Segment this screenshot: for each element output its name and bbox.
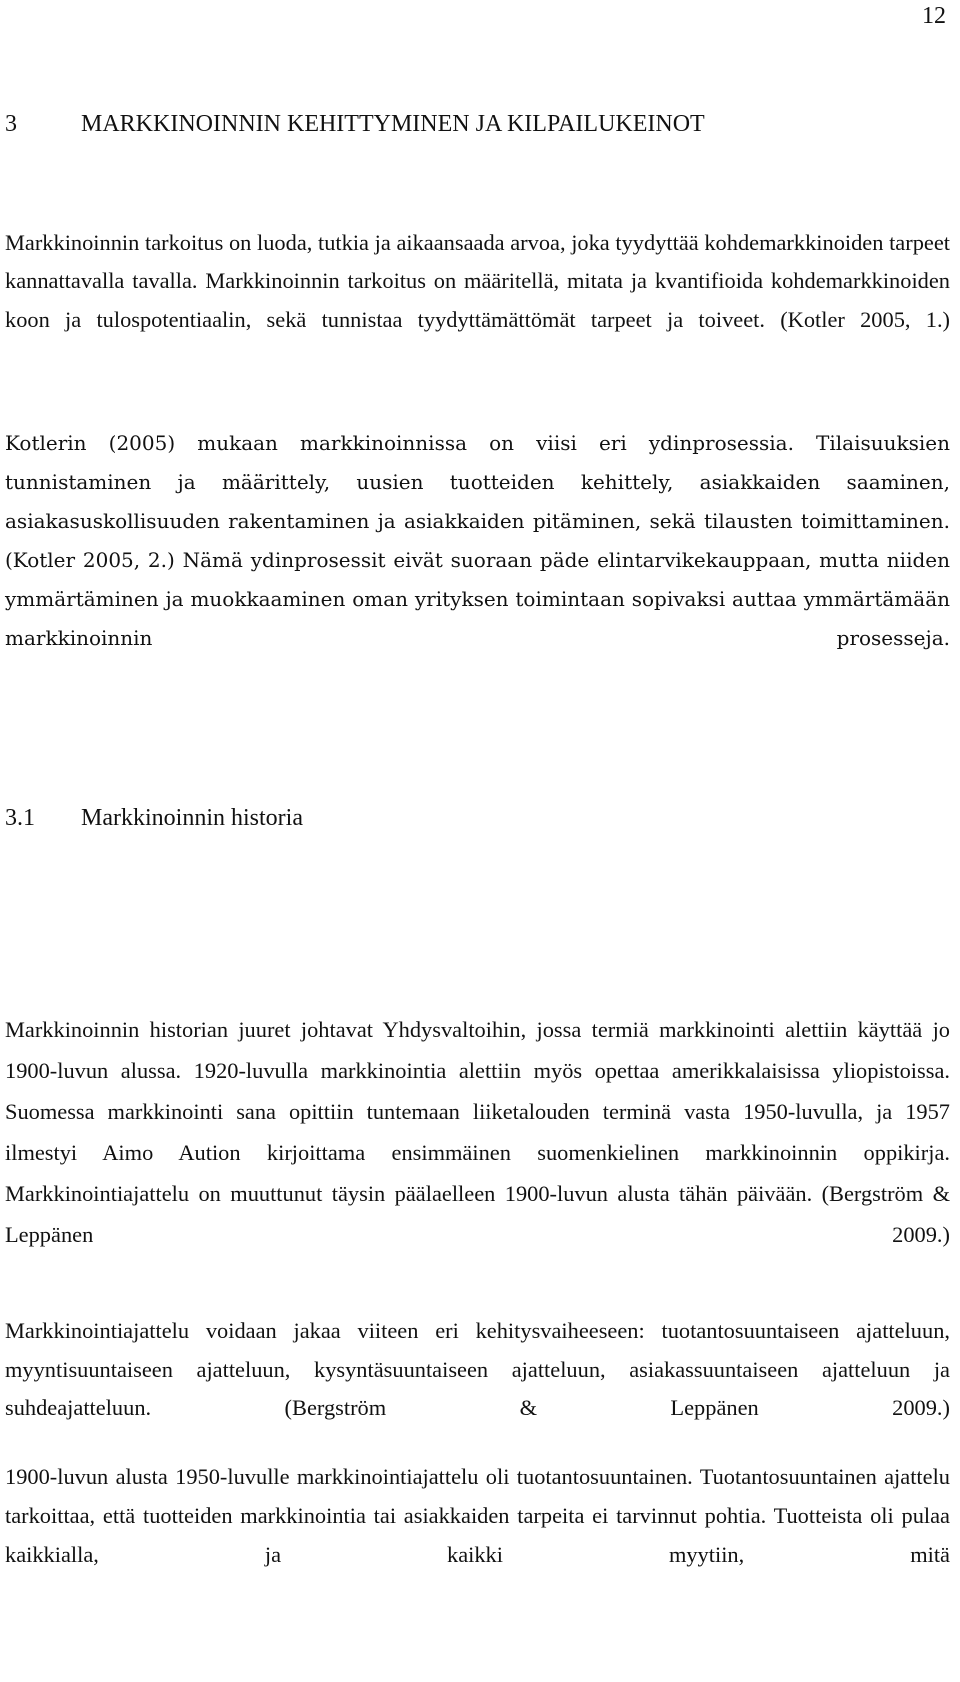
paragraph-production-oriented: [5, 1457, 950, 1574]
paragraph-text: Markkinoinnin tarkoitus on luoda, tutkia ja aikaansaada arvoa, joka tyydyttää kohdemarkkinoiden tarpeet kannattavalla tavalla. Markkinoinnin tarkoitus on määritellä, mitata ja kvantifioida kohdemarkkinoiden koon ja tulospotentiaalin, sekä tunnistaa tyydyttämättömät tarpeet ja toiveet. (Kotler 2005, 1.): [5, 230, 950, 332]
subsection-heading: [5, 802, 950, 834]
page-number: 12: [922, 3, 946, 29]
subsection-title: Markkinoinnin historia: [81, 805, 303, 831]
paragraph-intro: [5, 224, 950, 339]
paragraph-core-processes: [5, 424, 950, 658]
paragraph-history: [5, 1009, 950, 1255]
section-number: 3: [5, 111, 17, 137]
paragraph-text: Markkinoinnin historian juuret johtavat Yhdysvaltoihin, jossa termiä markkinointi alettiin käyttää jo 1900-luvun alussa. 1920-luvulla markkinointia alettiin myös opettaa amerikkalaisissa yliopistoissa. Suomessa markkinointi sana opittiin tuntemaan liiketalouden terminä vasta 1950-luvulla, ja 1957 ilmestyi Aimo Aution kirjoittama ensimmäinen suomenkielinen markkinoinnin oppikirja. Markkinointiajattelu on muuttunut täysin päälaelleen 1900-luvun alusta tähän päivään. (Bergström & Leppänen 2009.): [5, 1017, 950, 1247]
subsection-number: 3.1: [5, 805, 35, 831]
paragraph-text: Markkinointiajattelu voidaan jakaa viiteen eri kehitysvaiheeseen: tuotantosuuntaiseen ajatteluun, myyntisuuntaiseen ajatteluun, kysyntäsuuntaiseen ajatteluun, asiakassuuntaiseen ajatteluun ja suhdeajatteluun. (Bergström & Leppänen 2009.): [5, 1318, 950, 1420]
section-heading: [5, 108, 950, 140]
paragraph-text: 1900-luvun alusta 1950-luvulle markkinointiajattelu oli tuotantosuuntainen. Tuotantosuuntainen ajattelu tarkoittaa, että tuotteiden markkinointia tai asiakkaiden tarpeita ei tarvinnut pohtia. Tuotteista oli pulaa kaikkialla, ja kaikki myytiin, mitä: [5, 1464, 950, 1567]
section-title: MARKKINOINNIN KEHITTYMINEN JA KILPAILUKEINOT: [81, 111, 705, 137]
paragraph-phases: [5, 1312, 950, 1428]
paragraph-text: Kotlerin (2005) mukaan markkinoinnissa on viisi eri ydinprosessia. Tilaisuuksien tunnistaminen ja määrittely, uusien tuotteiden kehittely, asiakkaiden saaminen, asiakasuskollisuuden rakentaminen ja asiakkaiden pitäminen, sekä tilausten toimittaminen. (Kotler 2005, 2.) Nämä ydinprosessit eivät suoraan päde elintarvikekauppaan, mutta niiden ymmärtäminen ja muokkaaminen oman yrityksen toimintaan sopivaksi auttaa ymmärtämään markkinoinnin prosesseja.: [5, 431, 950, 650]
